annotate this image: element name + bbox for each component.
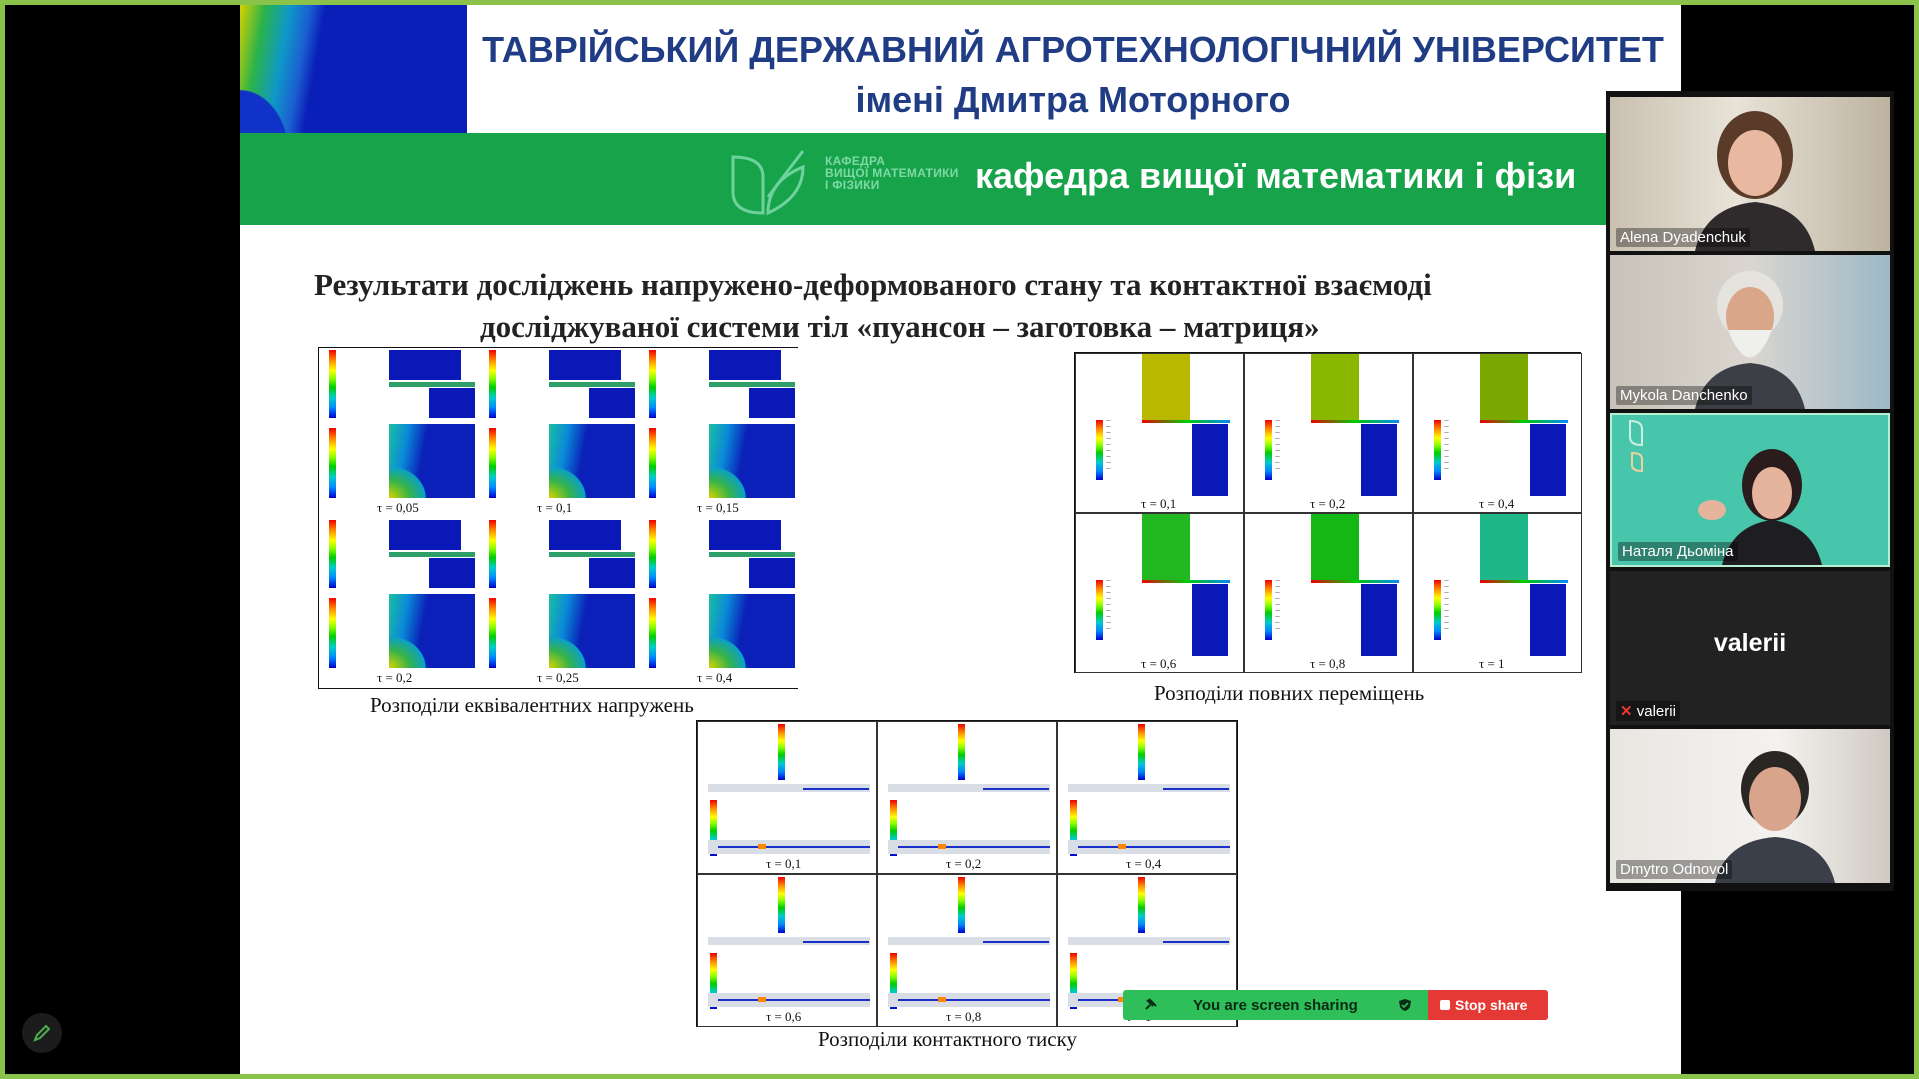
participant-tile[interactable] xyxy=(1610,97,1890,251)
pressure-peak xyxy=(938,844,946,849)
die-block xyxy=(429,558,475,588)
results-title-line1: Результати досліджень напружено-деформованого стану та контактної взаємоді xyxy=(314,267,1432,302)
presentation-slide xyxy=(240,5,1681,1074)
punch-block xyxy=(549,520,621,550)
contact-pressure-figure xyxy=(696,720,1238,1027)
simulation-corner-image xyxy=(240,5,467,152)
die-block xyxy=(1361,584,1397,656)
screen-sharing-status: You are screen sharing xyxy=(1193,997,1358,1014)
upper-pressure-line xyxy=(983,788,1049,790)
results-title-line2: досліджуваної системи тіл «пуансон – заготовка – матриця» xyxy=(480,309,1320,344)
participant-tile[interactable] xyxy=(1610,571,1890,725)
stress-plot-cell xyxy=(639,348,799,518)
department-title: кафедра вищої математики і фізи xyxy=(975,155,1577,196)
displacement-plot-cell xyxy=(1413,513,1582,673)
punch-block xyxy=(1480,354,1528,420)
equivalent-stress-caption: Розподіли еквівалентних напружень xyxy=(370,693,694,717)
die-block xyxy=(1192,584,1228,656)
die-block xyxy=(429,388,475,418)
stress-legend-bar xyxy=(649,428,656,498)
tau-label: τ = 0,8 xyxy=(946,1009,982,1024)
university-title xyxy=(465,25,1681,125)
displacement-plot-cell xyxy=(1244,513,1413,673)
tau-label: τ = 0,2 xyxy=(377,670,413,685)
contact-strip xyxy=(1480,420,1568,423)
contact-pressure-plot-cell xyxy=(697,721,877,874)
die-block xyxy=(749,558,795,588)
university-title-line2: імені Дмитра Моторного xyxy=(855,79,1291,120)
tau-label: τ = 0,1 xyxy=(537,500,573,515)
die-block xyxy=(1530,584,1566,656)
logo-text-line2: ВИЩОЇ МАТЕМАТИКИ xyxy=(825,166,959,180)
lower-pressure-line xyxy=(898,999,1050,1001)
stress-legend-bar xyxy=(329,428,336,498)
university-title-line1: ТАВРІЙСЬКИЙ ДЕРЖАВНИЙ АГРОТЕХНОЛОГІЧНИЙ УНІВЕРСИТЕТ xyxy=(482,29,1664,70)
pressure-peak xyxy=(1118,844,1126,849)
punch-block xyxy=(389,350,461,380)
die-block xyxy=(1530,424,1566,496)
displacement-caption: Розподіли повних переміщень xyxy=(1154,681,1425,705)
blank-strip xyxy=(709,552,795,557)
pressure-peak xyxy=(758,997,766,1002)
legend-ticks: — — — — — — — — — xyxy=(1444,578,1449,632)
stress-contour xyxy=(549,424,635,498)
lower-pressure-line xyxy=(718,846,870,848)
punch-block xyxy=(1480,514,1528,580)
contact-pressure-plot-cell xyxy=(877,874,1057,1027)
tau-label: τ = 0,4 xyxy=(1126,856,1162,871)
participant-name: Alena Dyadenchuk xyxy=(1616,228,1750,247)
stress-legend-bar xyxy=(489,520,496,588)
participant-tile[interactable] xyxy=(1610,729,1890,883)
contact-strip xyxy=(1311,420,1399,423)
department-banner xyxy=(240,133,1681,225)
upper-pressure-line xyxy=(803,941,869,943)
stress-plot-cell xyxy=(319,348,479,518)
legend-ticks: — — — — — — — — — xyxy=(1275,418,1280,472)
participant-name-text: valerii xyxy=(1636,703,1676,720)
logo-text-line1: КАФЕДРА xyxy=(825,154,886,168)
stress-legend-bar xyxy=(329,598,336,668)
punch-block xyxy=(709,520,781,550)
tau-label: τ = 0,15 xyxy=(697,500,739,515)
lower-pressure-line xyxy=(718,999,870,1001)
punch-block xyxy=(1311,514,1359,580)
tau-label: τ = 0,6 xyxy=(766,1009,802,1024)
displacement-legend-bar xyxy=(1265,420,1272,480)
blank-strip xyxy=(709,382,795,387)
pressure-legend-bar xyxy=(1138,724,1145,780)
stress-plot-cell xyxy=(639,518,799,688)
stress-plot-cell xyxy=(319,518,479,688)
participant-avatar-label: valerii xyxy=(1713,629,1787,657)
contact-pressure-plot-cell xyxy=(697,874,877,1027)
tau-label: τ = 0,4 xyxy=(1479,496,1515,511)
stress-legend-bar xyxy=(329,520,336,588)
logo-text-line3: І ФІЗИКИ xyxy=(825,178,880,192)
participant-name: Наталя Дьоміна xyxy=(1618,542,1738,561)
die-block xyxy=(749,388,795,418)
tau-label: τ = 0,2 xyxy=(1310,496,1346,511)
punch-block xyxy=(389,520,461,550)
tau-label: τ = 0,05 xyxy=(377,500,419,515)
punch-block xyxy=(549,350,621,380)
pressure-legend-bar xyxy=(958,877,965,933)
tau-label: τ = 1 xyxy=(1479,656,1505,671)
displacement-legend-bar xyxy=(1265,580,1272,640)
stress-contour xyxy=(709,424,795,498)
contact-strip xyxy=(1142,580,1230,583)
displacement-plot-cell xyxy=(1413,353,1582,513)
legend-ticks: — — — — — — — — — xyxy=(1275,578,1280,632)
equivalent-stress-figure xyxy=(318,347,798,689)
punch-block xyxy=(1311,354,1359,420)
stress-legend-bar xyxy=(649,520,656,588)
stress-legend-bar xyxy=(649,350,656,418)
upper-pressure-line xyxy=(1163,941,1229,943)
stress-legend-bar xyxy=(649,598,656,668)
contact-strip xyxy=(1311,580,1399,583)
lower-pressure-line xyxy=(1078,846,1230,848)
participant-name: Dmytro Odnovol xyxy=(1616,860,1732,879)
tau-label: τ = 0,1 xyxy=(1141,496,1177,511)
contact-strip xyxy=(1480,580,1568,583)
pressure-peak xyxy=(938,997,946,1002)
lower-pressure-line xyxy=(898,846,1050,848)
shield-check-icon xyxy=(1398,998,1412,1012)
participant-tile[interactable] xyxy=(1610,413,1890,567)
participant-name xyxy=(1616,701,1680,721)
pressure-legend-bar xyxy=(778,877,785,933)
stress-contour xyxy=(549,594,635,668)
pin-icon[interactable] xyxy=(1143,998,1157,1012)
contact-pressure-caption: Розподіли контактного тиску xyxy=(818,1027,1078,1051)
stop-share-icon xyxy=(1440,1000,1450,1010)
contact-strip xyxy=(1142,420,1230,423)
contact-pressure-plot-cell xyxy=(1057,721,1237,874)
displacement-legend-bar xyxy=(1096,420,1103,480)
upper-pressure-line xyxy=(803,788,869,790)
annotate-button[interactable] xyxy=(22,1013,62,1053)
pencil-icon xyxy=(22,1013,62,1053)
tau-label: τ = 0,8 xyxy=(1310,656,1346,671)
displacement-legend-bar xyxy=(1434,580,1441,640)
displacement-plot-cell xyxy=(1075,353,1244,513)
stress-contour xyxy=(389,424,475,498)
stress-legend-bar xyxy=(489,598,496,668)
muted-mic-icon: ✕ xyxy=(1620,703,1633,720)
blank-strip xyxy=(549,552,635,557)
contact-pressure-plot-cell xyxy=(877,721,1057,874)
stress-legend-bar xyxy=(489,350,496,418)
displacement-legend-bar xyxy=(1434,420,1441,480)
participants-panel xyxy=(1606,91,1894,891)
die-block xyxy=(589,388,635,418)
legend-ticks: — — — — — — — — — xyxy=(1444,418,1449,472)
stress-legend-bar xyxy=(329,350,336,418)
blank-strip xyxy=(389,382,475,387)
department-logo-text xyxy=(825,155,959,191)
legend-ticks: — — — — — — — — — xyxy=(1106,418,1111,472)
legend-ticks: — — — — — — — — — xyxy=(1106,578,1111,632)
participant-tile[interactable] xyxy=(1610,255,1890,409)
displacement-plot-cell xyxy=(1075,513,1244,673)
tau-label: τ = 0,4 xyxy=(697,670,733,685)
stress-plot-cell xyxy=(479,518,639,688)
pressure-legend-bar xyxy=(1138,877,1145,933)
upper-pressure-line xyxy=(1163,788,1229,790)
pressure-legend-bar xyxy=(958,724,965,780)
displacement-figure xyxy=(1074,352,1581,673)
pressure-peak xyxy=(758,844,766,849)
die-block xyxy=(1361,424,1397,496)
punch-block xyxy=(1142,354,1190,420)
displacement-legend-bar xyxy=(1096,580,1103,640)
stress-contour xyxy=(389,594,475,668)
stress-legend-bar xyxy=(489,428,496,498)
stop-share-label: Stop share xyxy=(1455,997,1528,1013)
blank-strip xyxy=(389,552,475,557)
tau-label: τ = 0,2 xyxy=(946,856,982,871)
blank-strip xyxy=(549,382,635,387)
punch-block xyxy=(1142,514,1190,580)
pressure-legend-bar xyxy=(778,724,785,780)
displacement-plot-cell xyxy=(1244,353,1413,513)
tau-label: τ = 0,6 xyxy=(1141,656,1177,671)
tau-label: τ = 0,25 xyxy=(537,670,579,685)
department-leaf-logo-icon xyxy=(723,147,813,217)
participant-name: Mykola Danchenko xyxy=(1616,386,1752,405)
stop-share-button[interactable] xyxy=(1428,990,1548,1020)
die-block xyxy=(1192,424,1228,496)
stress-plot-cell xyxy=(479,348,639,518)
punch-block xyxy=(709,350,781,380)
upper-pressure-line xyxy=(983,941,1049,943)
die-block xyxy=(589,558,635,588)
tau-label: τ = 0,1 xyxy=(766,856,802,871)
stress-contour xyxy=(709,594,795,668)
